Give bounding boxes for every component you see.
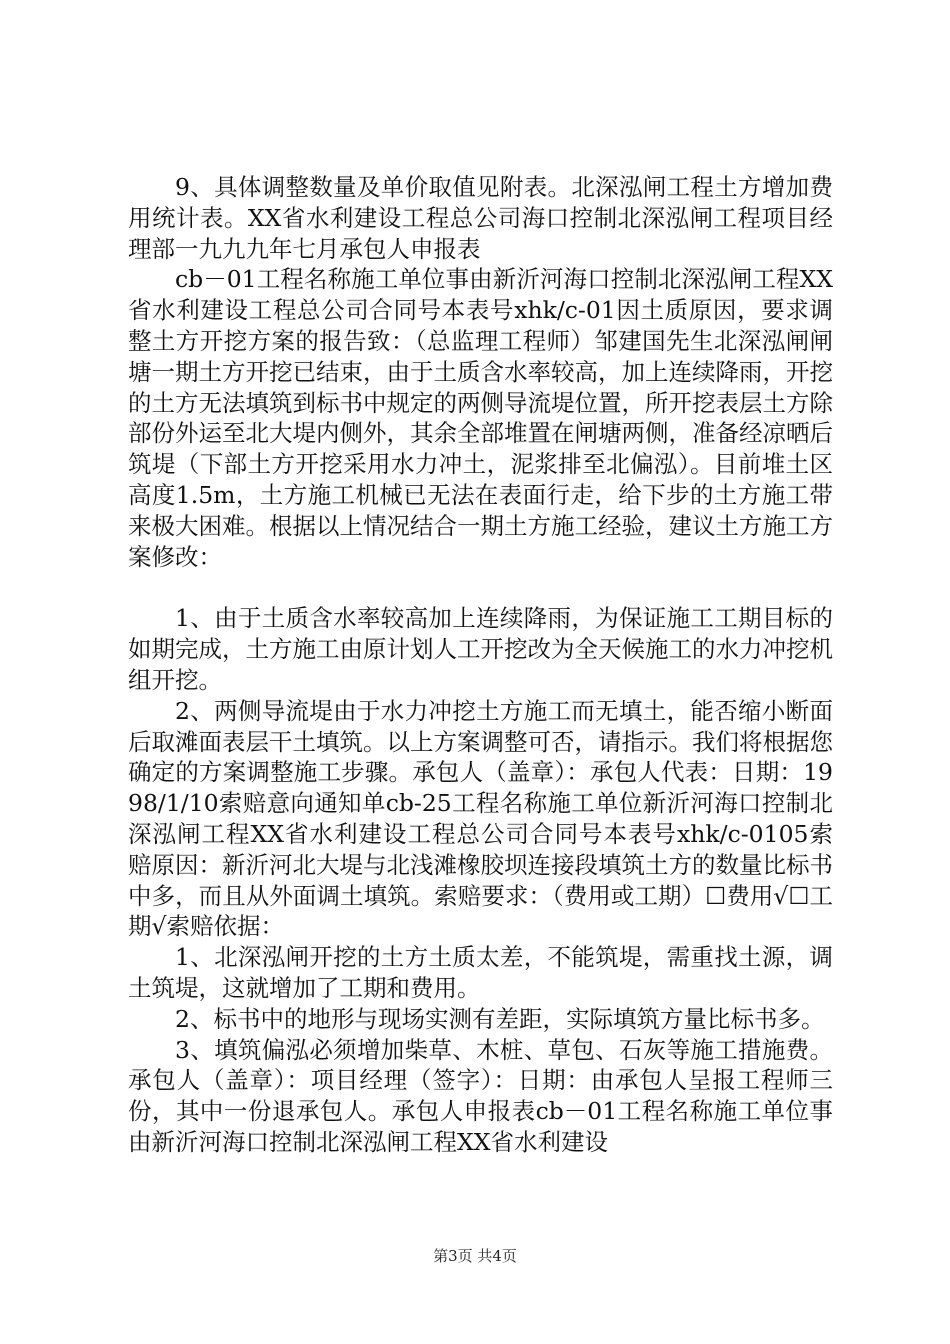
paragraph-excavation-report: cb－01工程名称施工单位事由新沂河海口控制北深泓闸工程XX省水利建设工程总公司合同号本表号xhk/c-01因土质原因，要求调整土方开挖方案的报告致：（总监理工程师）邹建国先生北深泓闸闸塘一期土方开挖已结束，由于土质含水率较高，加上连续降雨，开挖的土方无法填筑到标书中规定的两侧导流堤位置，所开挖表层土方除部份外运至北大堤内侧外，其余全部堆置在闸塘两侧，准备经凉晒后筑堤（下部土方开挖采用水力冲土，泥浆排至北偏泓）。目前堆土区高度1.5m，土方施工机械已无法在表面行走，给下步的土方施工带来极大困难。根据以上情况结合一期土方施工经验，建议土方施工方案修改：	[128, 265, 833, 571]
page-number-footer: 第3页 共4页	[433, 1247, 517, 1265]
paragraph-claim-basis-2: 2、标书中的地形与现场实测有差距，实际填筑方量比标书多。	[175, 1004, 825, 1033]
paragraph-item-1: 1、由于土质含水率较高加上连续降雨，为保证施工工期目标的如期完成，土方施工由原计划人工开挖改为全天候施工的水力冲挖机组开挖。	[128, 604, 833, 694]
paragraph-claim-basis-3: 3、填筑偏泓必须增加柴草、木桩、草包、石灰等施工措施费。承包人（盖章）：项目经理（签字）：日期：由承包人呈报工程师三份，其中一份退承包人。承包人申报表cb－01工程名称施工单位事由新沂河海口控制北深泓闸工程XX省水利建设	[128, 1035, 833, 1156]
paragraph-claim-basis-1: 1、北深泓闸开挖的土方土质太差，不能筑堤，需重找土源，调土筑堤，这就增加了工期和费用。	[128, 943, 833, 1002]
paragraph-item-2: 2、两侧导流堤由于水力冲挖土方施工而无填土，能否缩小断面后取滩面表层干土填筑。以上方案调整可否，请指示。我们将根据您确定的方案调整施工步骤。承包人（盖章）：承包人代表：日期：1998/1/10索赔意向通知单cb-25工程名称施工单位新沂河海口控制北深泓闸工程XX省水利建设工程总公司合同号本表号xhk/c-0105索赔原因：新沂河北大堤与北浅滩橡胶坝连接段填筑土方的数量比标书中多，而且从外面调土填筑。索赔要求：（费用或工期）☐费用√☐工期√索赔依据：	[128, 696, 833, 941]
paragraph-gap	[128, 572, 833, 603]
paragraph-adjustment-table: 9、具体调整数量及单价取值见附表。北深泓闸工程土方增加费用统计表。XX省水利建设工程总公司海口控制北深泓闸工程项目经理部一九九九年七月承包人申报表	[128, 173, 833, 263]
document-body	[128, 172, 833, 1158]
